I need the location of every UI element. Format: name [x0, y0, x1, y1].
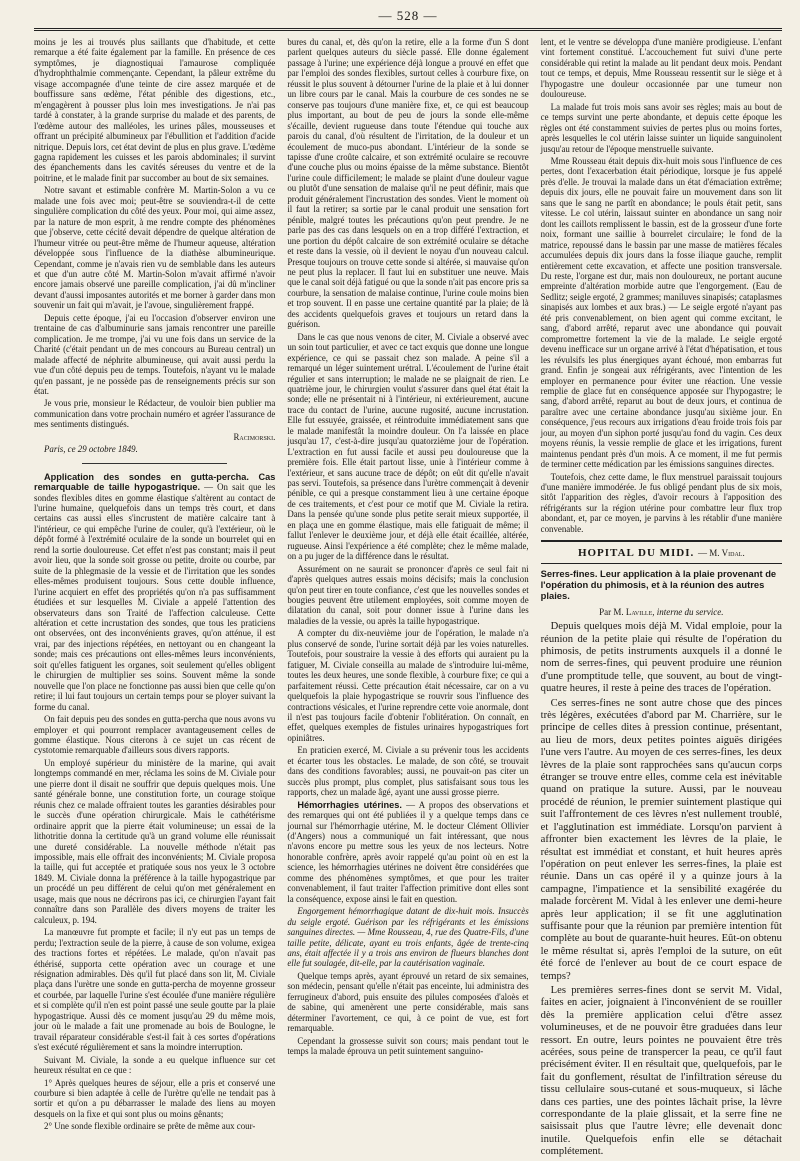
paragraph: Mme Rousseau était depuis dix-huit mois sous l'influence de ces pertes, dont l'exacerbation était périodique, lorsque je fus appelé près d'elle. Je trouvai la malade dans un état d'émaciation extrême; depuis dix jours, elle ne pouvait faire un mouvement dans son lit sans que le sang ne partît en abondance; le pouls était petit, sans vitesse. Le col utérin, laissaut suinter en abondance un sang noir dont les caillots remplissent le bassin, est de la grosseur d'une forte noix, formant une saillie à bourrelet circulaire; le fond de la matrice, repoussé dans le bassin par une masse de matières fécales accumulées depuis dix jours dans la fosse iliaque gauche, remplit entièrement cette excavation, et affecte une position transversale. Du reste, l'organe est dur, mais non douloureux, ne portant aucune empreinte d'altération morbide autre que l'engorgement. (Eau de Sedlitz; seigle ergoté, 2 grammes; maniluves sinapisés; cataplasmes sinapisés aux lombes et aux bras.) — Le seigle ergoté n'ayant pas été pris convenablement, on bien agent qui comme excitant, le sang, d'abord arrêté, reparut avec une abondance qui pouvait compromettre fortement la vie de la malade. Le seigle ergoté devenu inefficace sur un organe arrivé à l'état d'hépatisation, et tous les révulsifs les plus énergiques ayant échoué, mon embarras fut grand. Enfin je songeai aux réfrigérants, avec l'intention de les employer en permanence pour éviter une réaction. Une vessie remplie de glace fut en conséquence apposée sur l'hypogastre; le sang, d'abord arrêté, reparut au bout de deux jours, et continua de paraître avec une certaine abondance jusqu'au sixième jour. En conséquence, j'eus recours aux irrigations d'eau froide trois fois par jour, au moyen d'un siphon porté jusqu'au fond du vagin. Ces deux moyens réunis, la vessie remplie de glace et les irrigations, furent maintenus pendant près d'un mois. A ce moment, il me fut permis de terminer cette médication par les émissions sanguines directes.: [540, 155, 782, 470]
three-column-body: [34, 37, 782, 1158]
paragraph: lent, et le ventre se développa d'une manière prodigieuse. L'enfant vint fortement constitué. L'accouchement fut suivi d'une perte considérable qui retint la malade au lit pendant deux mois. Pendant tout ce temps, et depuis, Mme Rousseau ressentit sur le siège et à l'hypogastre une douleur occasionnée par une tumeur non douloureuse.: [540, 37, 782, 100]
paragraph: Assurément on ne saurait se prononcer d'après ce seul fait ni d'après quelques autres essais moins décisifs; mais la conclusion qu'on peut tirer en toute confiance, c'est que les nouvelles sondes et bougies peuvent être utilement employées, soit comme moyen de dilatation du canal, soit pour donner issue à l'urine dans les maladies de la vessie, ou après la taille hypogastrique.: [287, 563, 529, 626]
paragraph: Ces serres-fines ne sont autre chose que des pinces très légères, exécutées d'abord par M. Charrière, sur le principe de celles dites à pression continue, présentant, au lieu de mors, deux petites pointes aiguës dirigées l'une vers l'autre. Au moyen de ces serres-fines, les deux lèvres de la plaie sont rapprochées sans qu'aucun corps étranger se trouve entre elles, comme cela est inévitable quand on pratique la suture. Aussi, par le nouveau procédé de réunion, le premier suintement plastique qui suit l'affrontement de ces lèvres n'est nullement troublé, et l'agglutination est immédiate. Lorsqu'on parvient à affronter bien exactement les lèvres de la plaie, le résultat est immédiat et constant, et huit heures après l'opération on peut enlever les serres-fines, la plaie est réunie. Dans un cas opéré il y a quinze jours à la campagne, l'impatience et la sensibilité exagérée du malade forcèrent M. Vidal à les enlever une demi-heure après leur application; il se fit une agglutination suffisante pour que la réunion par première intention fût complète au bout de quarante-huit heures. Eût-on obtenu le même résultat si, après l'emploi de la suture, on eût été forcé de l'enlever au bout de ce court espace de temps?: [540, 697, 782, 982]
paragraph: bures du canal, et, dès qu'on la retire, elle a la forme d'un S dont parlent quelques auteurs du siècle passé. Elle donne également passage à l'urine; une expérience déjà longue a prouvé en effet que par l'emploi des sondes flexibles, surtout celles à courbure fixe, on réussit le plus souvent à détourner l'urine de la plaie et à lui donner un libre cours par le canal. Mais la courbure de ces sondes ne se conserve pas toujours d'une manière fixe, et, ce qui est beaucoup plus important, au bout de peu de jours la sonde elle-même s'écaille, devient rugueuse dans toute l'étendue qui touche aux parois du canal, d'où résultent de l'irritation, de la douleur et un écoulement de muco-pus abondant. L'intérieur de la sonde se tapisse d'une croûte calcaire, et son extrémité oculaire se recouvre d'une couche plus ou moins épaisse de la même substance. Bientôt l'urine coule difficilement; le malade se plaint d'une douleur vague ou plutôt d'une sensation de malaise qu'il ne peut définir, mais que produit généralement l'incrustation des sondes. Vient le moment où il faut la retirer; sa sortie par le canal produit une sensation fort pénible, malgré toutes les précautions qu'on peut prendre. Je ne parle pas des cas dans lesquels on en a trop différé l'extraction, et une portion du dépôt calcaire de son extrémité oculaire se détache et reste dans la vessie, où il devient le noyau d'un nouveau calcul. Presque toujours on trouve cette sonde si altérée, si mauvaise qu'on ne peut plus la replacer. Il faut lui en substituer une neuve. Mais que le canal soit déjà fatigué ou que la sonde n'ait pas encore pris sa courbure, la sensation de malaise continue, l'urine coule moins bien et trop souvent. Il en passe une certaine quantité par la plaie; de là des accidents quelquefois graves et toujours un retard dans la guérison.: [287, 37, 529, 330]
article-title: Serres-fines. Leur application à la plaie provenant de l'opération du phimosis, et à la réunion des autres plaies.: [540, 567, 777, 601]
paragraph: Depuis quelques mois déjà M. Vidal emploie, pour la réunion de la petite plaie qui résulte de l'opération du phimosis, de petits instruments auxquels il a donné le nom de serres-fines, qui peuvent produire une réunion d'une promptitude telle, que souvent, au bout de vingt-quatre heures, il reste à peine des traces de l'opération.: [540, 621, 782, 695]
page-number: — 528 —: [378, 8, 438, 23]
paragraph: Depuis cette époque, j'ai eu l'occasion d'observer environ une trentaine de cas d'albuminurie sans jamais rencontrer une pareille complication. Je me trompe, j'ai vu une fois dans un service de la Charité (c'était pendant un de mes concours au Bureau central) un malade affecté de néphrite albumineuse, qui avait aussi perdu la vue d'un côté depuis peu de temps. Toutefois, n'ayant vu le malade qu'en passant, je ne possède pas de renseignements précis sur son état.: [34, 312, 276, 396]
paragraph: La manœuvre fut prompte et facile; il n'y eut pas un temps de perdu; l'extraction seule de la pierre, à cause de son volume, exigea des tractions fortes et répétées. Le malade, qu'on n'avait pas éthérisé, supporta cette opération avec un courage et une résignation admirables. Dès qu'il fut placé dans son lit, M. Civiale plaça dans l'urètre une sonde en gutta-percha de moyenne grosseur et courbée, par laquelle l'urine s'est écoulée d'une manière régulière et si complète qu'il n'en est point passé une seule goutte par la plaie hypogastrique. Aussi dès ce moment jusqu'au 29 du même mois, jour où le malade a fait une promenade au bois de Boulogne, le travail réparateur considérable s'est-il fait à ces sortes d'opérations s'est exécuté régulièrement et sans la moindre interruption.: [34, 927, 276, 1053]
paragraph-text: — A propos des observations et des remarques qui ont été publiées il y a quelque temps dans ce journal sur l'hémorrhagie utérine, M. le docteur Clément Ollivier (d'Angers) nous a communiqué un fait intéressant, que nous n'avons encore pu mettre sous les yeux de nos lecteurs. Notre honorable confrère, après avoir rappelé qu'au point où en est la science, les hémorrhagies utérines ne doivent être considérées que comme des phénomènes symptômes, et que pour les traiter convenablement, il faut traiter l'affection primitive dont elles sont la conséquence, expose ainsi le fait en question.: [287, 799, 529, 904]
column-3: [541, 37, 782, 1161]
case-title-paragraph: Engorgement hémorrhagique datant de dix-huit mois. Insuccès du seigle ergoté. Guérison par les réfrigérants et les émissions sanguines directes. — Mme Rousseau, 4, rue des Quatre-Fils, d'une taille petite, délicate, ayant eu trois enfants, âgée de trente-cinq ans, était affectée il y a trois ans environ de flueurs blanches dont elle fut soulagée, dit-elle, par la cautérisation vaginale.: [287, 906, 529, 969]
paragraph: Les premières serres-fines dont se servit M. Vidal, faites en acier, joignaient à l'inconvénient de se rouiller dès la première application celui d'être assez volumineuses, et de ne pouvoir être graduées dans leur ressort. En outre, leurs pointes ne pouvaient être très acérées, sous peine de transpercer la peau, ce qu'il faut précisément éviter. Il en résultait que, quelquefois, par le fait du gonflement, résultat de l'infiltration séreuse du tissu cellulaire sous-cutané et sous-muqueux, si lâche dans ces parties, une des pointes lâchait prise, la lèvre correspondante de la plaie glissait, et la serre fine ne saisissait plus que l'autre lèvre; elle devenait donc inutile. Quelquefois enfin elle se détachait complétement.: [540, 984, 782, 1158]
section-title: Hémorrhagies utérines.: [297, 799, 402, 810]
paragraph: En praticien exercé, M. Civiale a su prévenir tous les accidents et écarter tous les obstacles. Le malade, de son côté, se trouvait dans des conditions favorables; aussi, ne pouvait-on pas citer un succès plus prompt, plus complet, plus satisfaisant sous tous les rapports, chez un malade âgé, ayant une aussi grosse pierre.: [287, 745, 529, 798]
service-chief: — M. Vidal.: [698, 548, 745, 559]
paragraph: 1° Après quelques heures de séjour, elle a pris et conservé une courbure si bien adaptée à celle de l'urètre qu'elle ne tendait pas à sortir et qu'on a pu débarrasser le malade des liens au moyen desquels on la fixe et qui sont plus ou moins gênants;: [34, 1077, 276, 1119]
paragraph-text: — On sait que les sondes flexibles dites en gomme élastique s'altèrent au contact de l'urine humaine, quelquefois dans un temps très court, et dans certains cas aussi elles s'incrustent de matière calcaire tant à l'intérieur, ce qui empêche l'urine de couler, qu'à l'extérieur, où le dépôt formé à l'extrémité oculaire de la sonde un bourrelet qui en rend la sortie douloureuse. Cet effet n'est pas constant; mais il peut avoir lieu, que la sonde soit grosse ou petite, droite ou courbe, par suite de la phlegmasie de la vessie et de l'irritation que les sondes elles-mêmes produisent toujours. Sous cette double influence, l'urine acquiert en effet des propriétés qu'on n'a pas suffisamment étudiées et sur lesquelles M. Civiale a appelé l'attention des observateurs dans son Traité de l'affection calculeuse. Cette altération et cette incrustation des sondes, que tous les praticiens ont observées, ont des inconvénients graves, qu'on atténue, il est vrai, par des injections répétées, en nettoyant ou en changeant la sonde; mais ces précautions ont elles-mêmes leurs inconvénients, soit qu'elles fatiguent les organes, soit seulement qu'elles obligent le chirurgien de multiplier ses soins. Souvent même la sonde nouvelle que l'on place ne fonctionne pas aussi bien que celle qu'on retire; il lui faut toujours un certain temps pour se ployer suivant la forme du canal.: [34, 482, 276, 712]
section-title: Application des sondes en gutta-percha. Cas remarquable de taille hypogastrique.: [34, 471, 276, 493]
paragraph: Notre savant et estimable confrère M. Martin-Solon a vu ce malade une fois avec moi; peut-être se souviendra-t-il de cette singulière complication du côté des yeux. Pour moi, qui aime assez, par la nature de mon esprit, à me rendre compte des phénomènes que j'observe, cette cécité devait dépendre de quelque altération de l'humeur vitrée ou peut-être même de l'humeur aqueuse, altération développée sous l'influence de la diathèse albumineurique. Cependant, comme je n'avais rien vu de semblable dans les auteurs et que d'un autre côté M. Martin-Solon m'avait affirmé n'avoir encore jamais observé une pareille complication, j'ai dû m'incliner devant d'aussi imposantes autorités et me borner à garder dans mon souvenir un fait qui m'avait, je l'avoue, singulièrement frappé.: [34, 185, 276, 311]
paragraph: Quelque temps après, ayant éprouvé un retard de six semaines, son médecin, pensant qu'elle n'était pas enceinte, lui administra des ferrugineux d'abord, puis ensuite des pilules composées d'aloès et de sabine, qui amenèrent une perte considérable, mais sans déterminer l'avortement, ce qui, à ce point de vue, est fort remarquable.: [287, 970, 529, 1034]
signature: Racimorski.: [233, 431, 276, 442]
byline-prefix: Par M.: [599, 606, 624, 617]
paragraph: moins je les ai trouvés plus saillants que d'habitude, et cette remarque a été faite également par la famille. En présence de ces symptômes, je diagnostiquai l'amaurose compliquée d'hydrophthalmie commençante. Cependant, la pâleur extrême du visage accompagnée d'une teinte de cire assez marquée et de bouffissure sans œdème, l'état pénible des digestions, etc., m'engagèrent à pousser plus loin mes investigations. Je n'ai pas tardé à constater, à la grande surprise du malade et des parents, de l'œdème autour des malléoles, les urines pâles, mousseuses et offrant un précipité albumineux par l'ébullition et l'addition d'acide nitrique. Depuis lors, cet état devint de plus en plus grave. L'œdème gagna rapidement les cuisses et les parois abdominales; il survint des épanchements dans les cavités séreuses du ventre et de la poitrine, et le malade finit par succomber au bout de six semaines.: [34, 37, 276, 183]
paragraph: On fait depuis peu des sondes en gutta-percha que nous avons vu employer et qui pourront remplacer avantageusement celles de gomme élastique. Nous citerons à ce sujet un cas récent de cystotomie remarquable d'ailleurs sous divers rapports.: [34, 714, 276, 756]
byline: [541, 607, 782, 617]
dateline: Paris, ce 29 octobre 1849.: [44, 444, 138, 455]
paragraph: Suivant M. Civiale, la sonde a eu quelque influence sur cet heureux résultat en ce que :: [34, 1054, 276, 1076]
paragraph: Toutefois, chez cette dame, le flux menstruel paraissait toujours d'une manière immodérée. Je fus obligé pendant plus de six mois, sitôt l'apparition des règles, d'avoir recours à l'apposition des réfrigérants sur la région utérine pour combattre leur flux trop abondant, et, par ce moyen, je parvins à les rétablir d'une manière convenable.: [540, 471, 782, 534]
author-name: Laville,: [625, 606, 655, 617]
divider: [82, 463, 227, 464]
header-rule: [34, 28, 782, 31]
article-paragraph: [34, 472, 275, 712]
paragraph: 2° Une sonde flexible ordinaire se prête de même aux cour-: [44, 1121, 256, 1132]
paragraph: A compter du dix-neuvième jour de l'opération, le malade n'a plus conservé de sonde, l'urine sortait déjà par les voies naturelles. Toutefois, pour soustraire la vessie à des efforts qui auraient pu la fatiguer, M. Civiale conseilla au malade de s'introduire lui-même, toutes les deux heures, une sonde flexible, à courbure fixe; ce qui a parfaitement réussi. Cette précaution était nécessaire, car on a vu quelquefois la plaie hypogastrique se rouvrir sous l'influence des contractions vésicales, et l'urine reprendre cette voie anormale, dont il n'est pas toujours facile d'obtenir l'oblitération. On connaît, en effet, quelques exemples de fistules urinaires hypogastriques fort opiniâtres.: [287, 628, 529, 743]
article-paragraph: [287, 800, 528, 905]
paragraph: Un employé supérieur du ministère de la marine, qui avait longtemps commandé en mer, réclama les soins de M. Civiale pour une pierre dont il disait ne souffrir que depuis quelques mois. Une santé générale bonne, une constitution forte, un courage stoïque réunis chez ce malade offraient toutes les garanties désirables pour le succès d'une opération chirurgicale. Mais le cathétérisme ordinaire apprit que la pierre était volumineuse; un essai de la lithotritie donna la certitude qu'à un grand volume elle réunissait une dureté considérable. La nouvelle méthode n'était pas impossible, mais elle offrait des inconvénients; M. Civiale proposa la taille, qui fut acceptée et pratiquée sous nos yeux le 3 octobre 1849. M. Civiale donna la préférence à la taille hypogastrique par un procédé un peu différent de celui qu'on met généralement en usage, mais que nous ne décrirons pas ici, ce chirurgien l'ayant fait connaître dans son Parallèle des divers moyens de traiter les calculeux, p. 194.: [34, 757, 276, 925]
paragraph: Dans le cas que nous venons de citer, M. Civiale a observé avec un soin tout particulier, et avec ce tact exquis que donne une longue expérience, ce qui se passait chez son malade. A peine s'il a remarqué un léger suintement urétral. L'écoulement de l'urine était régulier et sans interruption; le malade ne se plaignait de rien. Le quatrième jour, le chirurgien voulut s'assurer dans quel état était la sonde; elle ne présentait ni à l'intérieur, ni extérieurement, aucune trace du contact de l'urine, aucune rugosité, aucune incrustation. Elle fut essuyée, graissée, et réintroduite immédiatement sans que le malade manifestât la moindre douleur. On l'a laissée en place jusqu'au 17, c'est-à-dire jusqu'au quatorzième jour de l'opération. L'extraction en fut aussi facile et aussi peu douloureuse que la première fois. Elle était partout lisse, unie à l'intérieur comme à l'extérieur, et sans aucune trace de dépôt; on eût dit qu'elle n'avait pas servi. Toutefois, sa présence dans l'urètre commençait à devenir pénible, ce qui a presque constamment lieu à une certaine époque de ces traitements, et c'est pour ce motif que M. Civiale la retira. Dans la pensée qu'une sonde plus petite serait mieux supportée, il en plaça une en gomme élastique, mais elle fatiguait de même; il fallut l'enlever le deuxième jour, et déjà elle était écaillée, altérée, rugueuse. Ainsi l'expérience a été complète; chez le même malade, on a pu juger de la différence dans le résultat.: [287, 331, 529, 562]
paragraph: Je vous prie, monsieur le Rédacteur, de vouloir bien publier ma communication dans votre prochain numéro et agréer l'assurance de mes sentiments distingués.: [34, 398, 276, 430]
section-rule: [541, 563, 782, 564]
paragraph: La malade fut trois mois sans avoir ses règles; mais au bout de ce temps survint une perte abondante, et depuis cette époque les règles ont été constamment suivies de pertes plus ou moins fortes, après lesquelles le col utérin laisse suinter un liquide sanguinolent jusqu'au retour de l'époque menstruelle suivante.: [540, 101, 782, 154]
column-2: [287, 37, 528, 1161]
author-role: interne du service.: [656, 606, 724, 617]
paragraph: Cependant la grossesse suivit son cours; mais pendant tout le temps la malade éprouva un petit suintement sanguino-: [287, 1035, 529, 1057]
hospital-heading: [541, 548, 782, 558]
hospital-name: HOPITAL DU MIDI.: [577, 547, 695, 560]
section-rule: [541, 540, 782, 542]
column-1: [34, 37, 275, 1161]
